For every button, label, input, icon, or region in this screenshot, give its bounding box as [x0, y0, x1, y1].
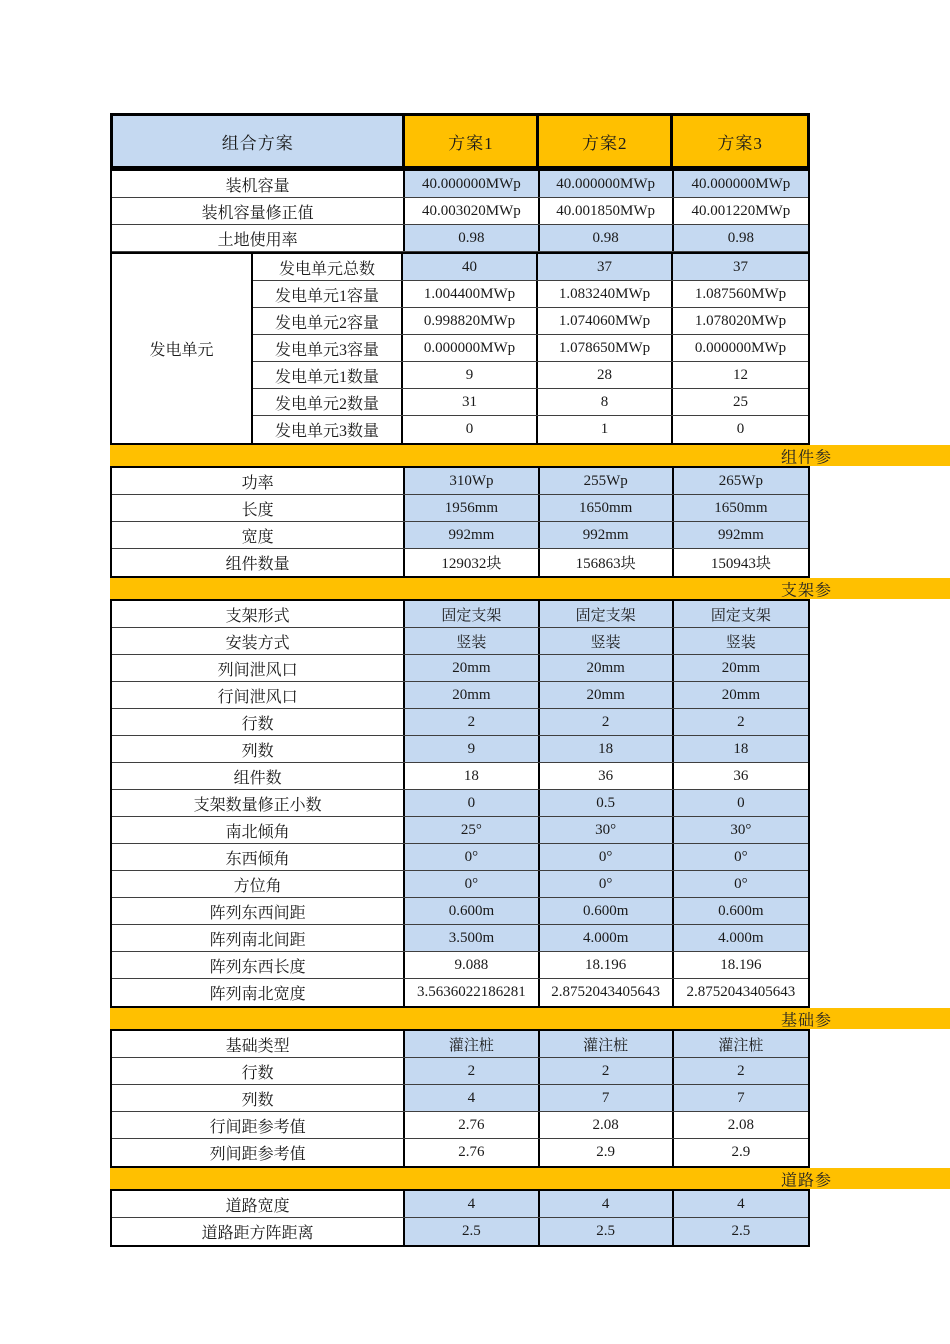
- row-label-cell[interactable]: 东西倾角: [112, 844, 405, 870]
- value-cell-scheme-1[interactable]: 9: [405, 736, 539, 762]
- value-cell-scheme-1[interactable]: 129032块: [405, 549, 539, 576]
- table-segment: [110, 599, 810, 1008]
- table-row: [112, 790, 808, 817]
- value-cell-scheme-3[interactable]: 0°: [674, 844, 808, 870]
- table-row: [112, 1085, 808, 1112]
- table-row: [112, 1139, 808, 1166]
- section-band-label: 道路参: [780, 1172, 832, 1189]
- value-cell-scheme-3[interactable]: 竖装: [674, 628, 808, 654]
- value-cell-scheme-2[interactable]: 40.000000MWp: [540, 171, 674, 197]
- value-cell-scheme-2[interactable]: 2.08: [540, 1112, 674, 1138]
- value-cell-scheme-1[interactable]: 992mm: [405, 522, 539, 548]
- value-cell-scheme-2[interactable]: 36: [540, 763, 674, 789]
- value-cell-scheme-2[interactable]: 255Wp: [540, 468, 674, 494]
- value-cell-scheme-3[interactable]: 0: [673, 416, 808, 443]
- table-row: [112, 925, 808, 952]
- table-row: [112, 1218, 808, 1245]
- value-cell-scheme-1[interactable]: 25°: [405, 817, 539, 843]
- value-cell-scheme-3[interactable]: 25: [673, 389, 808, 415]
- value-cell-scheme-3[interactable]: 4.000m: [674, 925, 808, 951]
- value-cell-scheme-3[interactable]: 265Wp: [674, 468, 808, 494]
- table-segment: [110, 466, 810, 578]
- value-cell-scheme-2[interactable]: 2.8752043405643: [540, 979, 674, 1006]
- section-band-label: 组件参: [780, 449, 832, 466]
- value-cell-scheme-3[interactable]: 固定支架: [674, 601, 808, 627]
- value-cell-scheme-3[interactable]: 36: [674, 763, 808, 789]
- row-label-cell[interactable]: 阵列南北宽度: [112, 979, 405, 1006]
- row-label-cell[interactable]: 南北倾角: [112, 817, 405, 843]
- section-band-label: 基础参: [780, 1012, 832, 1029]
- value-cell-scheme-2[interactable]: 4.000m: [540, 925, 674, 951]
- value-cell-scheme-3[interactable]: 37: [673, 254, 808, 280]
- row-label-cell[interactable]: 列数: [112, 1085, 405, 1111]
- value-cell-scheme-2[interactable]: 28: [538, 362, 673, 388]
- value-cell-scheme-3[interactable]: 0: [674, 790, 808, 816]
- table-row: [253, 335, 808, 362]
- table-row: [112, 763, 808, 790]
- row-label-cell[interactable]: 行间距参考值: [112, 1112, 405, 1138]
- value-cell-scheme-3[interactable]: 2.9: [674, 1139, 808, 1166]
- value-cell-scheme-2[interactable]: 灌注桩: [540, 1031, 674, 1057]
- row-label-cell[interactable]: 阵列东西间距: [112, 898, 405, 924]
- value-cell-scheme-1[interactable]: 4: [405, 1085, 539, 1111]
- value-cell-scheme-3[interactable]: 0.98: [674, 225, 808, 251]
- table-row: [112, 1112, 808, 1139]
- row-label-cell[interactable]: 行间泄风口: [112, 682, 405, 708]
- value-cell-scheme-2[interactable]: 0°: [540, 844, 674, 870]
- value-cell-scheme-3[interactable]: 18.196: [674, 952, 808, 978]
- value-cell-scheme-1[interactable]: 0.600m: [405, 898, 539, 924]
- table-row: [112, 709, 808, 736]
- row-label-cell[interactable]: 列间距参考值: [112, 1139, 405, 1166]
- header-scheme-3-cell[interactable]: 方案3: [673, 116, 807, 166]
- section-band[interactable]: [110, 445, 950, 466]
- section-band-label: 支架参: [780, 582, 832, 599]
- table-row: [112, 522, 808, 549]
- table-row: [112, 601, 808, 628]
- value-cell-scheme-1[interactable]: 9.088: [405, 952, 539, 978]
- row-label-cell[interactable]: 方位角: [112, 871, 405, 897]
- table-row: [112, 1031, 808, 1058]
- value-cell-scheme-1[interactable]: 0: [403, 416, 538, 443]
- value-cell-scheme-3[interactable]: 40.001220MWp: [674, 198, 808, 224]
- value-cell-scheme-1[interactable]: 0.998820MWp: [403, 308, 538, 334]
- value-cell-scheme-2[interactable]: 37: [538, 254, 673, 280]
- table-row: [253, 254, 808, 281]
- value-cell-scheme-3[interactable]: 12: [673, 362, 808, 388]
- table-row: [112, 736, 808, 763]
- value-cell-scheme-2[interactable]: 0.5: [540, 790, 674, 816]
- table-row: [112, 495, 808, 522]
- value-cell-scheme-3[interactable]: 20mm: [674, 655, 808, 681]
- row-label-cell[interactable]: 发电单元3数量: [253, 416, 403, 443]
- table-row: [253, 281, 808, 308]
- row-label-cell[interactable]: 长度: [112, 495, 405, 521]
- row-label-cell[interactable]: 功率: [112, 468, 405, 494]
- table-row: [112, 898, 808, 925]
- value-cell-scheme-1[interactable]: 0°: [405, 844, 539, 870]
- value-cell-scheme-2[interactable]: 2: [540, 709, 674, 735]
- value-cell-scheme-2[interactable]: 20mm: [540, 655, 674, 681]
- value-cell-scheme-1[interactable]: 3.5636022186281: [405, 979, 539, 1006]
- table-row: [253, 389, 808, 416]
- group-block: [112, 252, 808, 443]
- table-row: [253, 416, 808, 443]
- value-cell-scheme-2[interactable]: 7: [540, 1085, 674, 1111]
- value-cell-scheme-1[interactable]: 0.98: [405, 225, 539, 251]
- value-cell-scheme-1[interactable]: 20mm: [405, 682, 539, 708]
- value-cell-scheme-3[interactable]: 2.08: [674, 1112, 808, 1138]
- value-cell-scheme-2[interactable]: 竖装: [540, 628, 674, 654]
- value-cell-scheme-1[interactable]: 20mm: [405, 655, 539, 681]
- value-cell-scheme-3[interactable]: 2.5: [674, 1218, 808, 1245]
- table-row: [112, 549, 808, 576]
- value-cell-scheme-1[interactable]: 0°: [405, 871, 539, 897]
- row-label-cell[interactable]: 发电单元总数: [253, 254, 403, 280]
- table-row: [112, 871, 808, 898]
- table-row: [112, 1191, 808, 1218]
- value-cell-scheme-1[interactable]: 31: [403, 389, 538, 415]
- value-cell-scheme-2[interactable]: 2.9: [540, 1139, 674, 1166]
- header-scheme-1-cell[interactable]: 方案1: [405, 116, 539, 166]
- value-cell-scheme-3[interactable]: 20mm: [674, 682, 808, 708]
- table-row: [112, 979, 808, 1006]
- value-cell-scheme-2[interactable]: 20mm: [540, 682, 674, 708]
- value-cell-scheme-1[interactable]: 2: [405, 1058, 539, 1084]
- value-cell-scheme-2[interactable]: 固定支架: [540, 601, 674, 627]
- value-cell-scheme-3[interactable]: 灌注桩: [674, 1031, 808, 1057]
- value-cell-scheme-2[interactable]: 156863块: [540, 549, 674, 576]
- value-cell-scheme-2[interactable]: 0.98: [540, 225, 674, 251]
- value-cell-scheme-2[interactable]: 992mm: [540, 522, 674, 548]
- table-row: [112, 817, 808, 844]
- value-cell-scheme-3[interactable]: 2.8752043405643: [674, 979, 808, 1006]
- value-cell-scheme-2[interactable]: 0.600m: [540, 898, 674, 924]
- worksheet-table: [110, 113, 950, 1247]
- value-cell-scheme-1[interactable]: 2: [405, 709, 539, 735]
- value-cell-scheme-2[interactable]: 2: [540, 1058, 674, 1084]
- table-row: [112, 628, 808, 655]
- value-cell-scheme-1[interactable]: 0: [405, 790, 539, 816]
- group-rows: [253, 254, 808, 443]
- row-label-cell[interactable]: 发电单元1容量: [253, 281, 403, 307]
- value-cell-scheme-1[interactable]: 40.003020MWp: [405, 198, 539, 224]
- table-row: [112, 198, 808, 225]
- row-label-cell[interactable]: 阵列东西长度: [112, 952, 405, 978]
- value-cell-scheme-2[interactable]: 18: [540, 736, 674, 762]
- table-row: [112, 682, 808, 709]
- row-label-cell[interactable]: 阵列南北间距: [112, 925, 405, 951]
- value-cell-scheme-1[interactable]: 40.000000MWp: [405, 171, 539, 197]
- value-cell-scheme-3[interactable]: 150943块: [674, 549, 808, 576]
- header-combination-scheme-cell[interactable]: 组合方案: [113, 116, 405, 166]
- table-row: [112, 468, 808, 495]
- header-scheme-2-cell[interactable]: 方案2: [539, 116, 673, 166]
- value-cell-scheme-1[interactable]: 1956mm: [405, 495, 539, 521]
- table-row: [112, 225, 808, 252]
- row-label-cell[interactable]: 基础类型: [112, 1031, 405, 1057]
- table-segment: [110, 1189, 810, 1247]
- value-cell-scheme-3[interactable]: 1650mm: [674, 495, 808, 521]
- value-cell-scheme-1[interactable]: 灌注桩: [405, 1031, 539, 1057]
- row-label-cell[interactable]: 宽度: [112, 522, 405, 548]
- value-cell-scheme-2[interactable]: 1.078650MWp: [538, 335, 673, 361]
- value-cell-scheme-1[interactable]: 4: [405, 1191, 539, 1217]
- value-cell-scheme-2[interactable]: 0°: [540, 871, 674, 897]
- value-cell-scheme-2[interactable]: 30°: [540, 817, 674, 843]
- value-cell-scheme-3[interactable]: 2: [674, 709, 808, 735]
- value-cell-scheme-3[interactable]: 1.087560MWp: [673, 281, 808, 307]
- table-row: [112, 171, 808, 198]
- row-label-cell[interactable]: 装机容量修正值: [112, 198, 405, 224]
- value-cell-scheme-1[interactable]: 9: [403, 362, 538, 388]
- row-label-cell[interactable]: 列间泄风口: [112, 655, 405, 681]
- table-row: [112, 1058, 808, 1085]
- value-cell-scheme-3[interactable]: 30°: [674, 817, 808, 843]
- value-cell-scheme-1[interactable]: 310Wp: [405, 468, 539, 494]
- value-cell-scheme-1[interactable]: 竖装: [405, 628, 539, 654]
- table-row: [112, 655, 808, 682]
- value-cell-scheme-3[interactable]: 2: [674, 1058, 808, 1084]
- value-cell-scheme-1[interactable]: 18: [405, 763, 539, 789]
- value-cell-scheme-1[interactable]: 0.000000MWp: [403, 335, 538, 361]
- value-cell-scheme-3[interactable]: 992mm: [674, 522, 808, 548]
- value-cell-scheme-3[interactable]: 18: [674, 736, 808, 762]
- value-cell-scheme-2[interactable]: 18.196: [540, 952, 674, 978]
- value-cell-scheme-1[interactable]: 固定支架: [405, 601, 539, 627]
- row-label-cell[interactable]: 道路宽度: [112, 1191, 405, 1217]
- value-cell-scheme-3[interactable]: 0.000000MWp: [673, 335, 808, 361]
- row-label-cell[interactable]: 发电单元1数量: [253, 362, 403, 388]
- value-cell-scheme-2[interactable]: 40.001850MWp: [540, 198, 674, 224]
- value-cell-scheme-1[interactable]: 3.500m: [405, 925, 539, 951]
- value-cell-scheme-3[interactable]: 40.000000MWp: [674, 171, 808, 197]
- row-label-cell[interactable]: 安装方式: [112, 628, 405, 654]
- group-label-cell[interactable]: 发电单元: [112, 254, 253, 443]
- value-cell-scheme-2[interactable]: 4: [540, 1191, 674, 1217]
- row-label-cell[interactable]: 行数: [112, 709, 405, 735]
- row-label-cell[interactable]: 行数: [112, 1058, 405, 1084]
- value-cell-scheme-2[interactable]: 2.5: [540, 1218, 674, 1245]
- value-cell-scheme-3[interactable]: 7: [674, 1085, 808, 1111]
- value-cell-scheme-2[interactable]: 8: [538, 389, 673, 415]
- value-cell-scheme-2[interactable]: 1.083240MWp: [538, 281, 673, 307]
- row-label-cell[interactable]: 组件数: [112, 763, 405, 789]
- value-cell-scheme-2[interactable]: 1: [538, 416, 673, 443]
- value-cell-scheme-3[interactable]: 0°: [674, 871, 808, 897]
- section-band[interactable]: [110, 1168, 950, 1189]
- table-segment: [110, 169, 810, 445]
- section-band[interactable]: [110, 578, 950, 599]
- row-label-cell[interactable]: 支架数量修正小数: [112, 790, 405, 816]
- row-label-cell[interactable]: 发电单元2容量: [253, 308, 403, 334]
- row-label-cell[interactable]: 列数: [112, 736, 405, 762]
- table-row: [112, 952, 808, 979]
- row-label-cell[interactable]: 发电单元3容量: [253, 335, 403, 361]
- row-label-cell[interactable]: 支架形式: [112, 601, 405, 627]
- value-cell-scheme-3[interactable]: 1.078020MWp: [673, 308, 808, 334]
- value-cell-scheme-1[interactable]: 1.004400MWp: [403, 281, 538, 307]
- table-row: [253, 362, 808, 389]
- row-label-cell[interactable]: 土地使用率: [112, 225, 405, 251]
- value-cell-scheme-3[interactable]: 0.600m: [674, 898, 808, 924]
- table-row: [112, 844, 808, 871]
- header-row: [110, 113, 810, 169]
- sheet-body: [110, 169, 950, 1247]
- value-cell-scheme-2[interactable]: 1650mm: [540, 495, 674, 521]
- row-label-cell[interactable]: 道路距方阵距离: [112, 1218, 405, 1245]
- value-cell-scheme-3[interactable]: 4: [674, 1191, 808, 1217]
- section-band[interactable]: [110, 1008, 950, 1029]
- table-row: [253, 308, 808, 335]
- value-cell-scheme-1[interactable]: 2.5: [405, 1218, 539, 1245]
- row-label-cell[interactable]: 组件数量: [112, 549, 405, 576]
- table-segment: [110, 1029, 810, 1168]
- value-cell-scheme-1[interactable]: 40: [403, 254, 538, 280]
- value-cell-scheme-2[interactable]: 1.074060MWp: [538, 308, 673, 334]
- row-label-cell[interactable]: 发电单元2数量: [253, 389, 403, 415]
- value-cell-scheme-1[interactable]: 2.76: [405, 1139, 539, 1166]
- row-label-cell[interactable]: 装机容量: [112, 171, 405, 197]
- value-cell-scheme-1[interactable]: 2.76: [405, 1112, 539, 1138]
